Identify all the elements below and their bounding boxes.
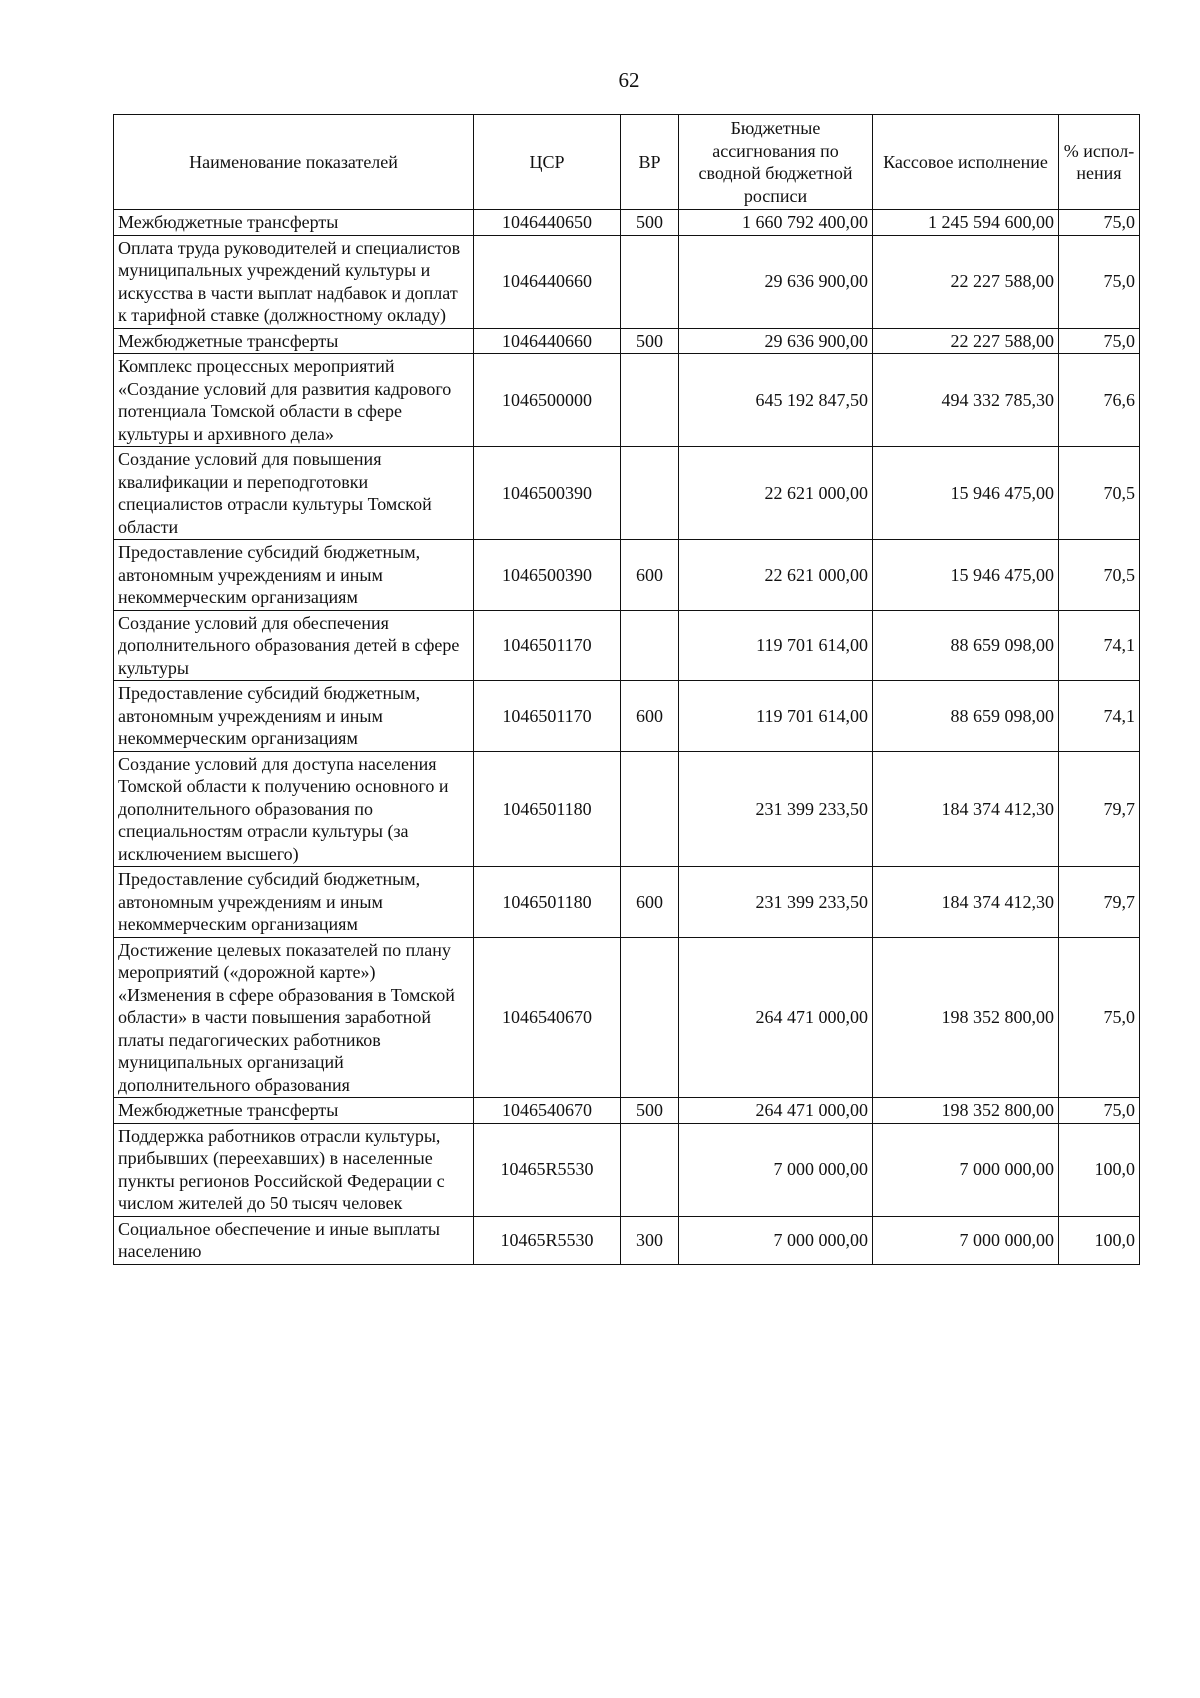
header-name: Наименование показателей (114, 115, 474, 210)
table-row (114, 681, 1140, 752)
row-vr: 600 (621, 540, 679, 611)
row-vr: 300 (621, 1216, 679, 1264)
header-csr: ЦСР (474, 115, 621, 210)
row-csr: 1046501170 (474, 681, 621, 752)
row-percent: 100,0 (1059, 1123, 1140, 1216)
row-csr: 10465R5530 (474, 1123, 621, 1216)
row-percent: 79,7 (1059, 751, 1140, 867)
row-cash-execution: 494 332 785,30 (873, 354, 1059, 447)
row-vr: 500 (621, 1098, 679, 1124)
table-row (114, 751, 1140, 867)
row-name: Предоставление субсидий бюджетным, автономным учреждениям и иным некоммерческим организациям (114, 540, 474, 611)
row-assignments: 7 000 000,00 (679, 1216, 873, 1264)
row-cash-execution: 88 659 098,00 (873, 610, 1059, 681)
row-csr: 1046540670 (474, 1098, 621, 1124)
row-csr: 1046501180 (474, 751, 621, 867)
row-vr (621, 610, 679, 681)
row-percent: 75,0 (1059, 1098, 1140, 1124)
row-vr (621, 1123, 679, 1216)
row-vr (621, 751, 679, 867)
header-percent: % испол-нения (1059, 115, 1140, 210)
table-row (114, 354, 1140, 447)
row-assignments: 29 636 900,00 (679, 328, 873, 354)
row-assignments: 264 471 000,00 (679, 1098, 873, 1124)
row-name: Межбюджетные трансферты (114, 1098, 474, 1124)
header-vr: ВР (621, 115, 679, 210)
row-assignments: 645 192 847,50 (679, 354, 873, 447)
row-percent: 75,0 (1059, 937, 1140, 1098)
row-assignments: 7 000 000,00 (679, 1123, 873, 1216)
row-csr: 1046500390 (474, 540, 621, 611)
row-cash-execution: 88 659 098,00 (873, 681, 1059, 752)
row-cash-execution: 15 946 475,00 (873, 447, 1059, 540)
row-percent: 70,5 (1059, 540, 1140, 611)
row-percent: 75,0 (1059, 210, 1140, 236)
row-csr: 1046440650 (474, 210, 621, 236)
row-percent: 75,0 (1059, 235, 1140, 328)
row-csr: 1046501180 (474, 867, 621, 938)
row-csr: 1046540670 (474, 937, 621, 1098)
row-cash-execution: 198 352 800,00 (873, 937, 1059, 1098)
row-vr (621, 447, 679, 540)
row-name: Предоставление субсидий бюджетным, автономным учреждениям и иным некоммерческим организациям (114, 867, 474, 938)
row-csr: 1046440660 (474, 328, 621, 354)
row-assignments: 22 621 000,00 (679, 540, 873, 611)
header-assignments: Бюджетные ассигнования по сводной бюджетной росписи (679, 115, 873, 210)
row-name: Межбюджетные трансферты (114, 210, 474, 236)
row-cash-execution: 184 374 412,30 (873, 867, 1059, 938)
table-row (114, 867, 1140, 938)
row-vr (621, 937, 679, 1098)
row-vr: 500 (621, 328, 679, 354)
row-cash-execution: 22 227 588,00 (873, 235, 1059, 328)
row-assignments: 119 701 614,00 (679, 681, 873, 752)
row-percent: 100,0 (1059, 1216, 1140, 1264)
row-name: Достижение целевых показателей по плану мероприятий («дорожной карте») «Изменения в сфере образования в Томской области» в части повышения заработной платы педагогических работников муниципальных организаций дополнительного образования (114, 937, 474, 1098)
row-percent: 76,6 (1059, 354, 1140, 447)
row-cash-execution: 198 352 800,00 (873, 1098, 1059, 1124)
row-name: Поддержка работников отрасли культуры, прибывших (переехавших) в населенные пункты регионов Российской Федерации с числом жителей до 50 тысяч человек (114, 1123, 474, 1216)
row-name: Социальное обеспечение и иные выплаты населению (114, 1216, 474, 1264)
row-assignments: 119 701 614,00 (679, 610, 873, 681)
row-name: Создание условий для повышения квалификации и переподготовки специалистов отрасли культуры Томской области (114, 447, 474, 540)
row-csr: 1046500000 (474, 354, 621, 447)
table-row (114, 447, 1140, 540)
row-assignments: 29 636 900,00 (679, 235, 873, 328)
row-csr: 1046500390 (474, 447, 621, 540)
row-cash-execution: 15 946 475,00 (873, 540, 1059, 611)
table-row (114, 328, 1140, 354)
row-name: Оплата труда руководителей и специалистов муниципальных учреждений культуры и искусства в части выплат надбавок и доплат к тарифной ставке (должностному окладу) (114, 235, 474, 328)
row-name: Создание условий для обеспечения дополнительного образования детей в сфере культуры (114, 610, 474, 681)
row-percent: 74,1 (1059, 610, 1140, 681)
row-assignments: 1 660 792 400,00 (679, 210, 873, 236)
table-row (114, 1098, 1140, 1124)
row-cash-execution: 22 227 588,00 (873, 328, 1059, 354)
table-row (114, 610, 1140, 681)
table-row (114, 937, 1140, 1098)
table-row (114, 1123, 1140, 1216)
row-assignments: 231 399 233,50 (679, 867, 873, 938)
row-name: Создание условий для доступа населения Томской области к получению основного и дополнительного образования по специальностям отрасли культуры (за исключением высшего) (114, 751, 474, 867)
table-row (114, 540, 1140, 611)
header-cash-execution: Кассовое исполнение (873, 115, 1059, 210)
row-name: Межбюджетные трансферты (114, 328, 474, 354)
page-number: 62 (618, 68, 640, 92)
row-cash-execution: 7 000 000,00 (873, 1216, 1059, 1264)
row-assignments: 22 621 000,00 (679, 447, 873, 540)
row-cash-execution: 1 245 594 600,00 (873, 210, 1059, 236)
row-vr: 500 (621, 210, 679, 236)
row-csr: 1046440660 (474, 235, 621, 328)
row-vr (621, 235, 679, 328)
row-percent: 79,7 (1059, 867, 1140, 938)
row-percent: 74,1 (1059, 681, 1140, 752)
row-cash-execution: 184 374 412,30 (873, 751, 1059, 867)
row-assignments: 264 471 000,00 (679, 937, 873, 1098)
row-percent: 75,0 (1059, 328, 1140, 354)
row-percent: 70,5 (1059, 447, 1140, 540)
row-name: Предоставление субсидий бюджетным, автономным учреждениям и иным некоммерческим организациям (114, 681, 474, 752)
table-row (114, 235, 1140, 328)
header-row (114, 115, 1140, 210)
row-csr: 1046501170 (474, 610, 621, 681)
row-name: Комплекс процессных мероприятий «Создание условий для развития кадрового потенциала Томской области в сфере культуры и архивного дела» (114, 354, 474, 447)
row-assignments: 231 399 233,50 (679, 751, 873, 867)
budget-table (113, 114, 1140, 1265)
table-row (114, 210, 1140, 236)
row-vr: 600 (621, 867, 679, 938)
row-csr: 10465R5530 (474, 1216, 621, 1264)
row-cash-execution: 7 000 000,00 (873, 1123, 1059, 1216)
row-vr (621, 354, 679, 447)
table-row (114, 1216, 1140, 1264)
row-vr: 600 (621, 681, 679, 752)
